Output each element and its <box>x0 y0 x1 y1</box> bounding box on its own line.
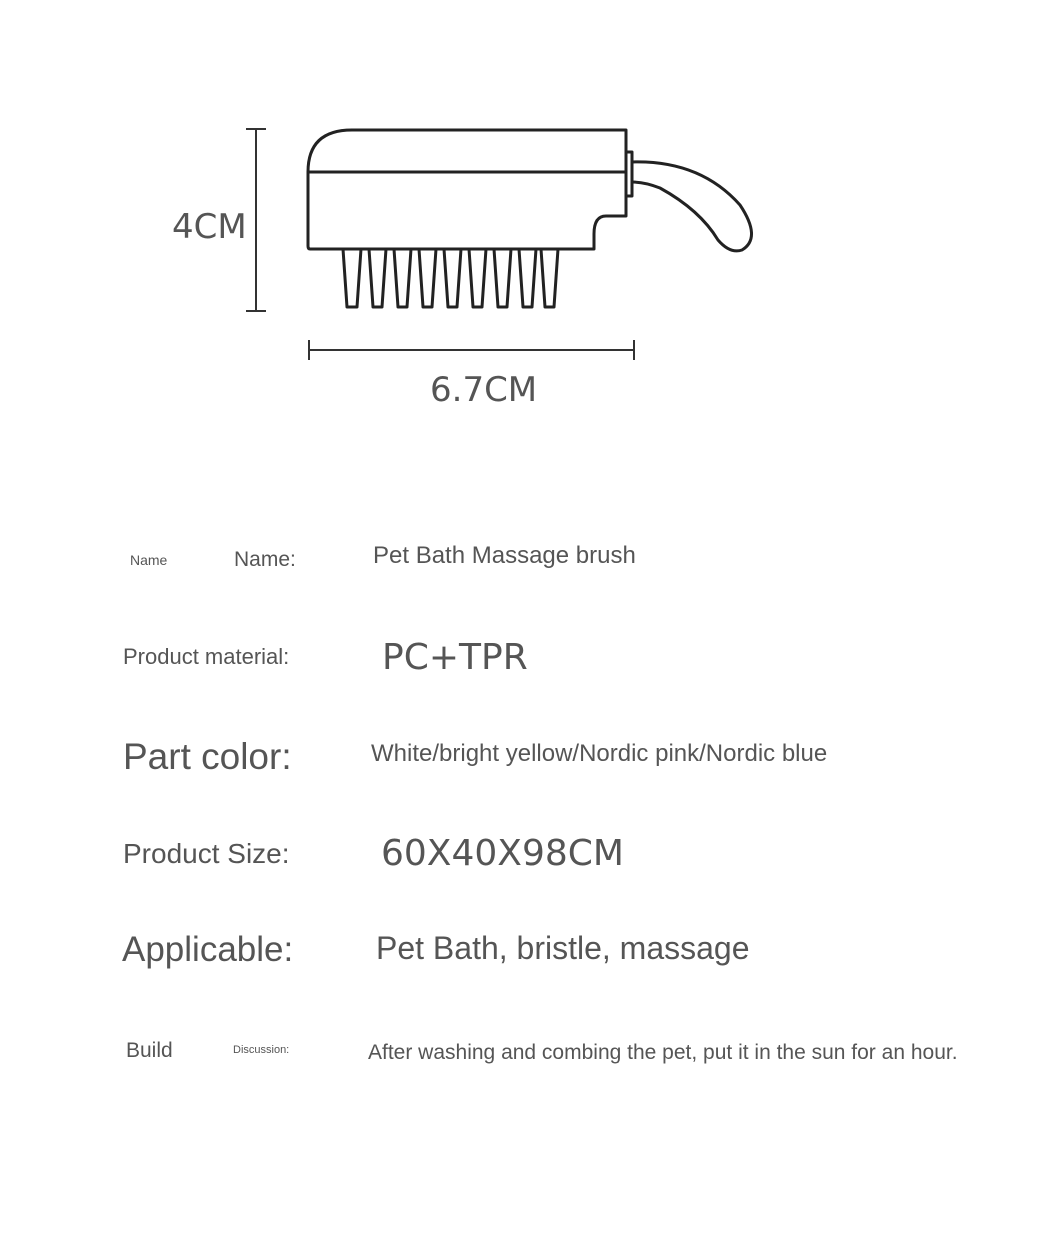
spec-material-value: PC+TPR <box>382 637 528 678</box>
height-label: 4CM <box>172 207 247 247</box>
spec-color-value: White/bright yellow/Nordic pink/Nordic blue <box>371 740 828 767</box>
spec-build-value: After washing and combing the pet, put it in the sun for an hour. <box>368 1041 958 1064</box>
spec-name-value: Pet Bath Massage brush <box>373 542 636 569</box>
brush-outline-icon <box>308 130 752 307</box>
spec-size-label: Product Size: <box>123 838 290 869</box>
width-dimension-line <box>309 340 634 360</box>
spec-build-label: Build <box>126 1039 173 1062</box>
width-label: 6.7CM <box>430 370 538 410</box>
spec-color-label: Part color: <box>123 736 292 777</box>
spec-applicable-value: Pet Bath, bristle, massage <box>376 930 750 966</box>
brush-dimension-diagram <box>0 0 1051 480</box>
height-dimension-line <box>246 129 266 311</box>
spec-build-label-small: Discussion: <box>233 1044 290 1056</box>
spec-applicable-label: Applicable: <box>122 930 294 969</box>
spec-size-value: 60X40X98CM <box>381 833 624 874</box>
spec-material-label: Product material: <box>123 644 290 669</box>
spec-name-label: Name: <box>234 548 296 571</box>
spec-name-label-small: Name <box>130 552 168 568</box>
